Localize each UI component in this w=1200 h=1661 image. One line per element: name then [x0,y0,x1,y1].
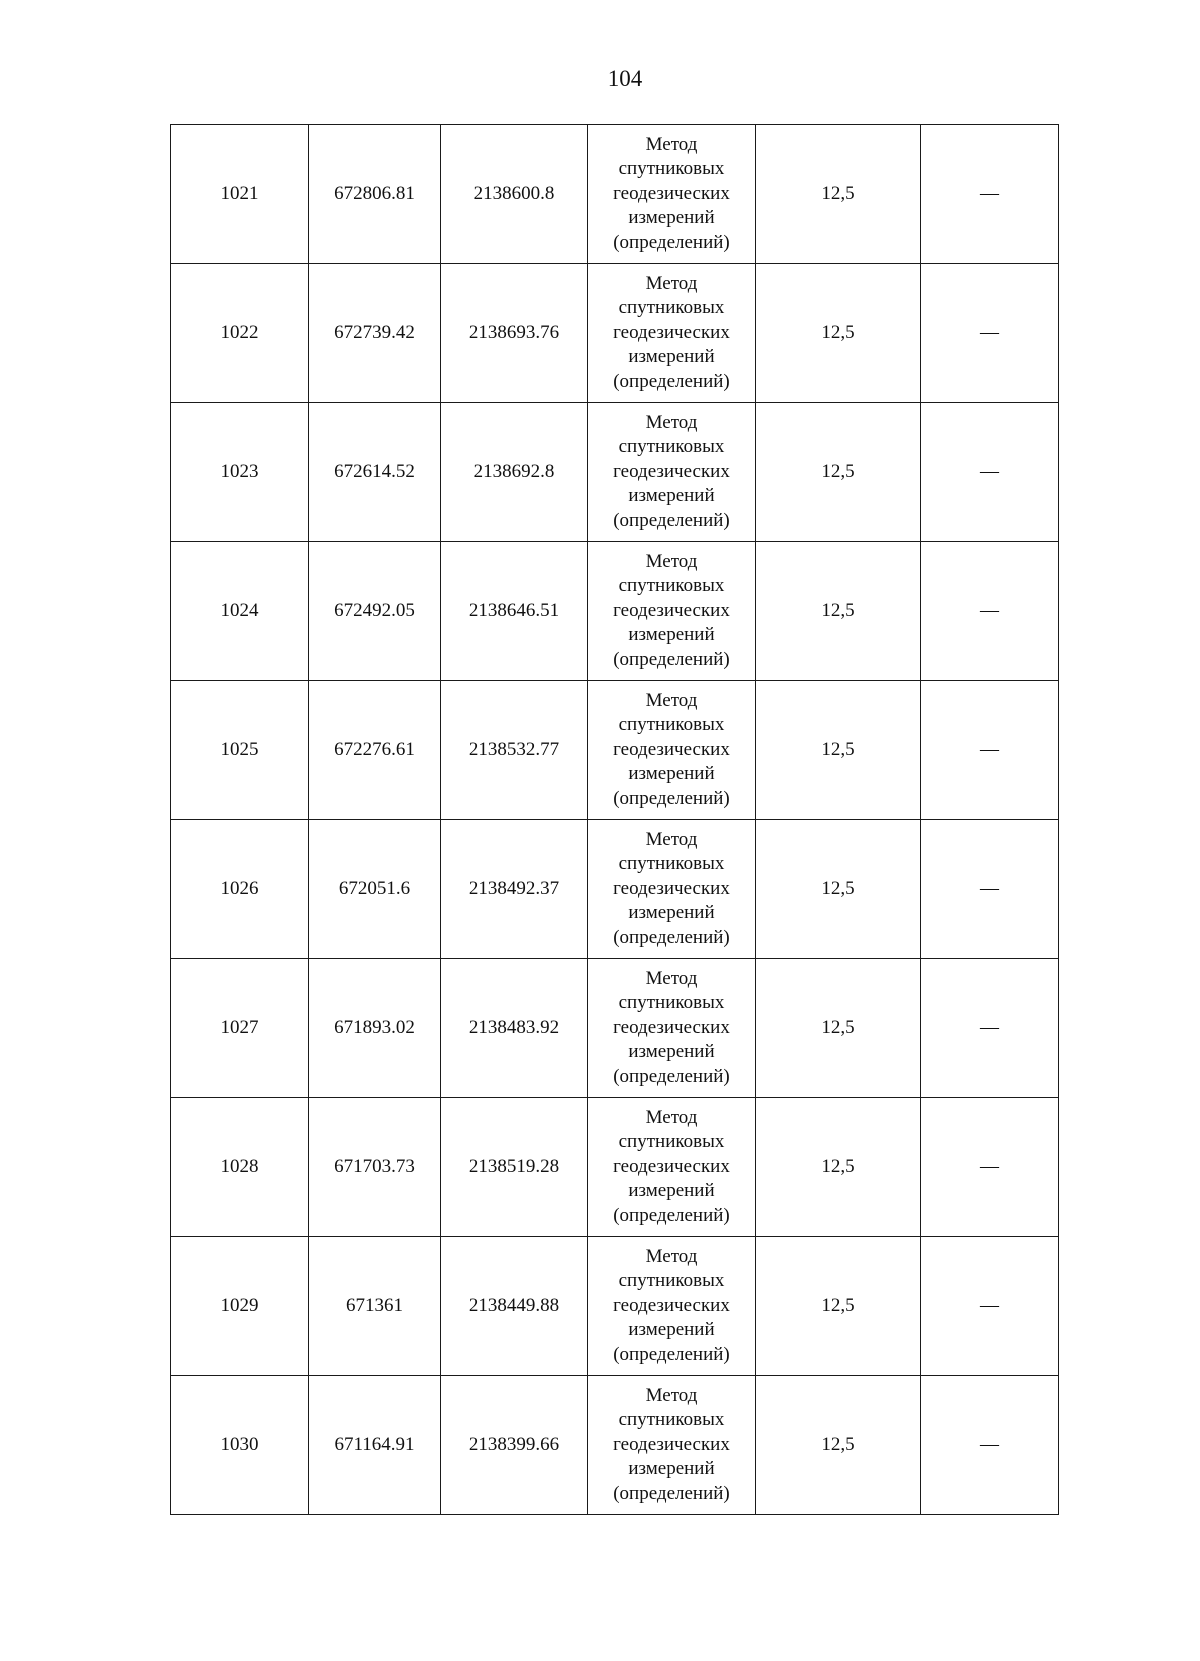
point-number-cell: 1025 [171,681,309,820]
method-cell: Метод спутниковых геодезических измерений (определений) [588,959,756,1098]
y-coordinate-cell: 2138692.8 [441,403,588,542]
x-coordinate-cell: 672614.52 [309,403,441,542]
accuracy-cell: 12,5 [756,1237,921,1376]
point-number-cell: 1026 [171,820,309,959]
method-cell: Метод спутниковых геодезических измерений (определений) [588,403,756,542]
note-cell: — [921,959,1059,1098]
accuracy-cell: 12,5 [756,1098,921,1237]
table-row [171,542,1059,681]
note-cell: — [921,1098,1059,1237]
accuracy-cell: 12,5 [756,403,921,542]
accuracy-cell: 12,5 [756,542,921,681]
note-cell: — [921,264,1059,403]
table-row [171,959,1059,1098]
table-row [171,264,1059,403]
x-coordinate-cell: 672051.6 [309,820,441,959]
method-cell: Метод спутниковых геодезических измерений (определений) [588,820,756,959]
note-cell: — [921,125,1059,264]
note-cell: — [921,542,1059,681]
table-row [171,1098,1059,1237]
point-number-cell: 1028 [171,1098,309,1237]
table-row [171,681,1059,820]
note-cell: — [921,1376,1059,1515]
method-cell: Метод спутниковых геодезических измерений (определений) [588,125,756,264]
y-coordinate-cell: 2138492.37 [441,820,588,959]
y-coordinate-cell: 2138483.92 [441,959,588,1098]
x-coordinate-cell: 671703.73 [309,1098,441,1237]
accuracy-cell: 12,5 [756,959,921,1098]
accuracy-cell: 12,5 [756,264,921,403]
method-cell: Метод спутниковых геодезических измерений (определений) [588,542,756,681]
y-coordinate-cell: 2138646.51 [441,542,588,681]
table-row [171,1376,1059,1515]
accuracy-cell: 12,5 [756,125,921,264]
point-number-cell: 1029 [171,1237,309,1376]
table-row [171,125,1059,264]
accuracy-cell: 12,5 [756,681,921,820]
point-number-cell: 1030 [171,1376,309,1515]
x-coordinate-cell: 671164.91 [309,1376,441,1515]
method-cell: Метод спутниковых геодезических измерений (определений) [588,1237,756,1376]
x-coordinate-cell: 671893.02 [309,959,441,1098]
accuracy-cell: 12,5 [756,820,921,959]
table-row [171,1237,1059,1376]
y-coordinate-cell: 2138449.88 [441,1237,588,1376]
y-coordinate-cell: 2138600.8 [441,125,588,264]
page-number: 104 [607,66,643,91]
method-cell: Метод спутниковых геодезических измерений (определений) [588,681,756,820]
note-cell: — [921,403,1059,542]
method-cell: Метод спутниковых геодезических измерений (определений) [588,264,756,403]
note-cell: — [921,820,1059,959]
y-coordinate-cell: 2138399.66 [441,1376,588,1515]
y-coordinate-cell: 2138532.77 [441,681,588,820]
x-coordinate-cell: 672806.81 [309,125,441,264]
point-number-cell: 1022 [171,264,309,403]
accuracy-cell: 12,5 [756,1376,921,1515]
method-cell: Метод спутниковых геодезических измерений (определений) [588,1376,756,1515]
note-cell: — [921,1237,1059,1376]
coordinates-table [170,124,1059,1515]
point-number-cell: 1027 [171,959,309,1098]
note-cell: — [921,681,1059,820]
table-row [171,403,1059,542]
point-number-cell: 1023 [171,403,309,542]
x-coordinate-cell: 672492.05 [309,542,441,681]
point-number-cell: 1021 [171,125,309,264]
table-row [171,820,1059,959]
x-coordinate-cell: 672739.42 [309,264,441,403]
coordinates-table-body [171,125,1059,1515]
y-coordinate-cell: 2138693.76 [441,264,588,403]
point-number-cell: 1024 [171,542,309,681]
x-coordinate-cell: 671361 [309,1237,441,1376]
method-cell: Метод спутниковых геодезических измерений (определений) [588,1098,756,1237]
y-coordinate-cell: 2138519.28 [441,1098,588,1237]
x-coordinate-cell: 672276.61 [309,681,441,820]
